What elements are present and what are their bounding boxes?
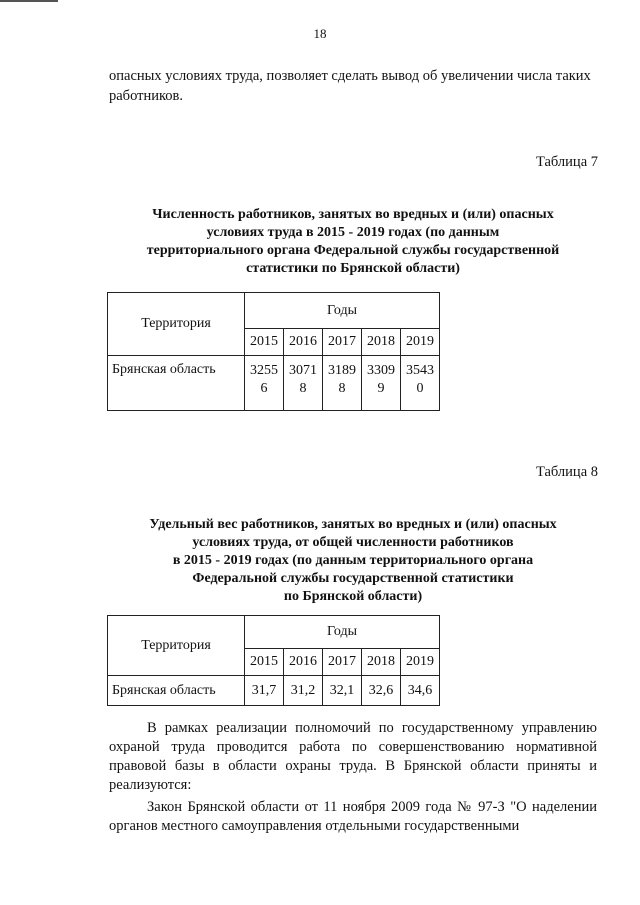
top-paragraph: опасных условиях труда, позволяет сделать вывод об увеличении числа таких работников. (109, 68, 591, 104)
table-8-label: Таблица 8 (535, 464, 598, 480)
table-8-title-line: условиях труда, от общей численности работников (192, 535, 514, 550)
table-7-value: 35430 (406, 363, 434, 396)
table-7-year: 2018 (362, 329, 401, 356)
table-8-row-label: Брянская область (108, 676, 245, 706)
table-7-title-line: Численность работников, занятых во вредных и (или) опасных (152, 207, 554, 222)
table-8-year: 2016 (284, 649, 323, 676)
table-8-year: 2018 (362, 649, 401, 676)
table-8-value: 31,7 (245, 676, 284, 706)
table-7-value-cell (323, 356, 362, 411)
table-8-value: 32,1 (323, 676, 362, 706)
table-8-header-years: Годы (245, 616, 440, 649)
table-7-value-cell (362, 356, 401, 411)
table-8-title-line: Удельный вес работников, занятых во вредных и (или) опасных (149, 517, 557, 532)
table-7-value-cell (245, 356, 284, 411)
table-8-title-line: Федеральной службы государственной статистики (192, 571, 514, 586)
table-7-title-line: статистики по Брянской области) (246, 261, 460, 276)
table-7-title-line: условиях труда в 2015 - 2019 годах (по данным (206, 225, 500, 240)
table-7-title-line: территориального органа Федеральной службы государственной (146, 243, 560, 258)
table-row (108, 356, 440, 411)
table-8-title (109, 516, 597, 606)
table-7-value: 33099 (367, 363, 395, 396)
table-8-year: 2019 (401, 649, 440, 676)
page-number: 18 (313, 26, 327, 41)
table-7-value: 30718 (289, 363, 317, 396)
body-paragraph: Закон Брянской области от 11 ноября 2009 года № 97-З "О наделении органов местного самоуправления отдельными государственными (109, 799, 597, 834)
table-7-year: 2015 (245, 329, 284, 356)
table-8-header-territory: Территория (108, 616, 245, 676)
table-7-title (109, 206, 597, 278)
table-7-row-label: Брянская область (108, 356, 245, 411)
table-7 (107, 292, 440, 411)
table-8-value: 32,6 (362, 676, 401, 706)
table-7-year: 2019 (401, 329, 440, 356)
table-8 (107, 615, 440, 706)
table-7-header-years: Годы (245, 293, 440, 329)
table-7-year: 2017 (323, 329, 362, 356)
table-7-value-cell (284, 356, 323, 411)
table-8-title-line: в 2015 - 2019 годах (по данным территориального органа (172, 553, 534, 568)
table-8-year: 2015 (245, 649, 284, 676)
table-8-value: 31,2 (284, 676, 323, 706)
table-7-label: Таблица 7 (535, 154, 598, 170)
table-7-year: 2016 (284, 329, 323, 356)
table-7-value: 32556 (250, 363, 278, 396)
table-8-year: 2017 (323, 649, 362, 676)
table-7-value: 31898 (328, 363, 356, 396)
table-7-header-territory: Территория (108, 293, 245, 356)
table-8-title-line: по Брянской области) (283, 589, 423, 604)
table-7-value-cell (401, 356, 440, 411)
body-paragraph: В рамках реализации полномочий по государственному управлению охраной труда проводится работа по совершенствованию нормативной правовой базы в области охраны труда. В Брянской области приняты и реализуются: (109, 720, 597, 793)
scan-edge-mark (0, 0, 58, 2)
table-8-value: 34,6 (401, 676, 440, 706)
table-row (108, 676, 440, 706)
